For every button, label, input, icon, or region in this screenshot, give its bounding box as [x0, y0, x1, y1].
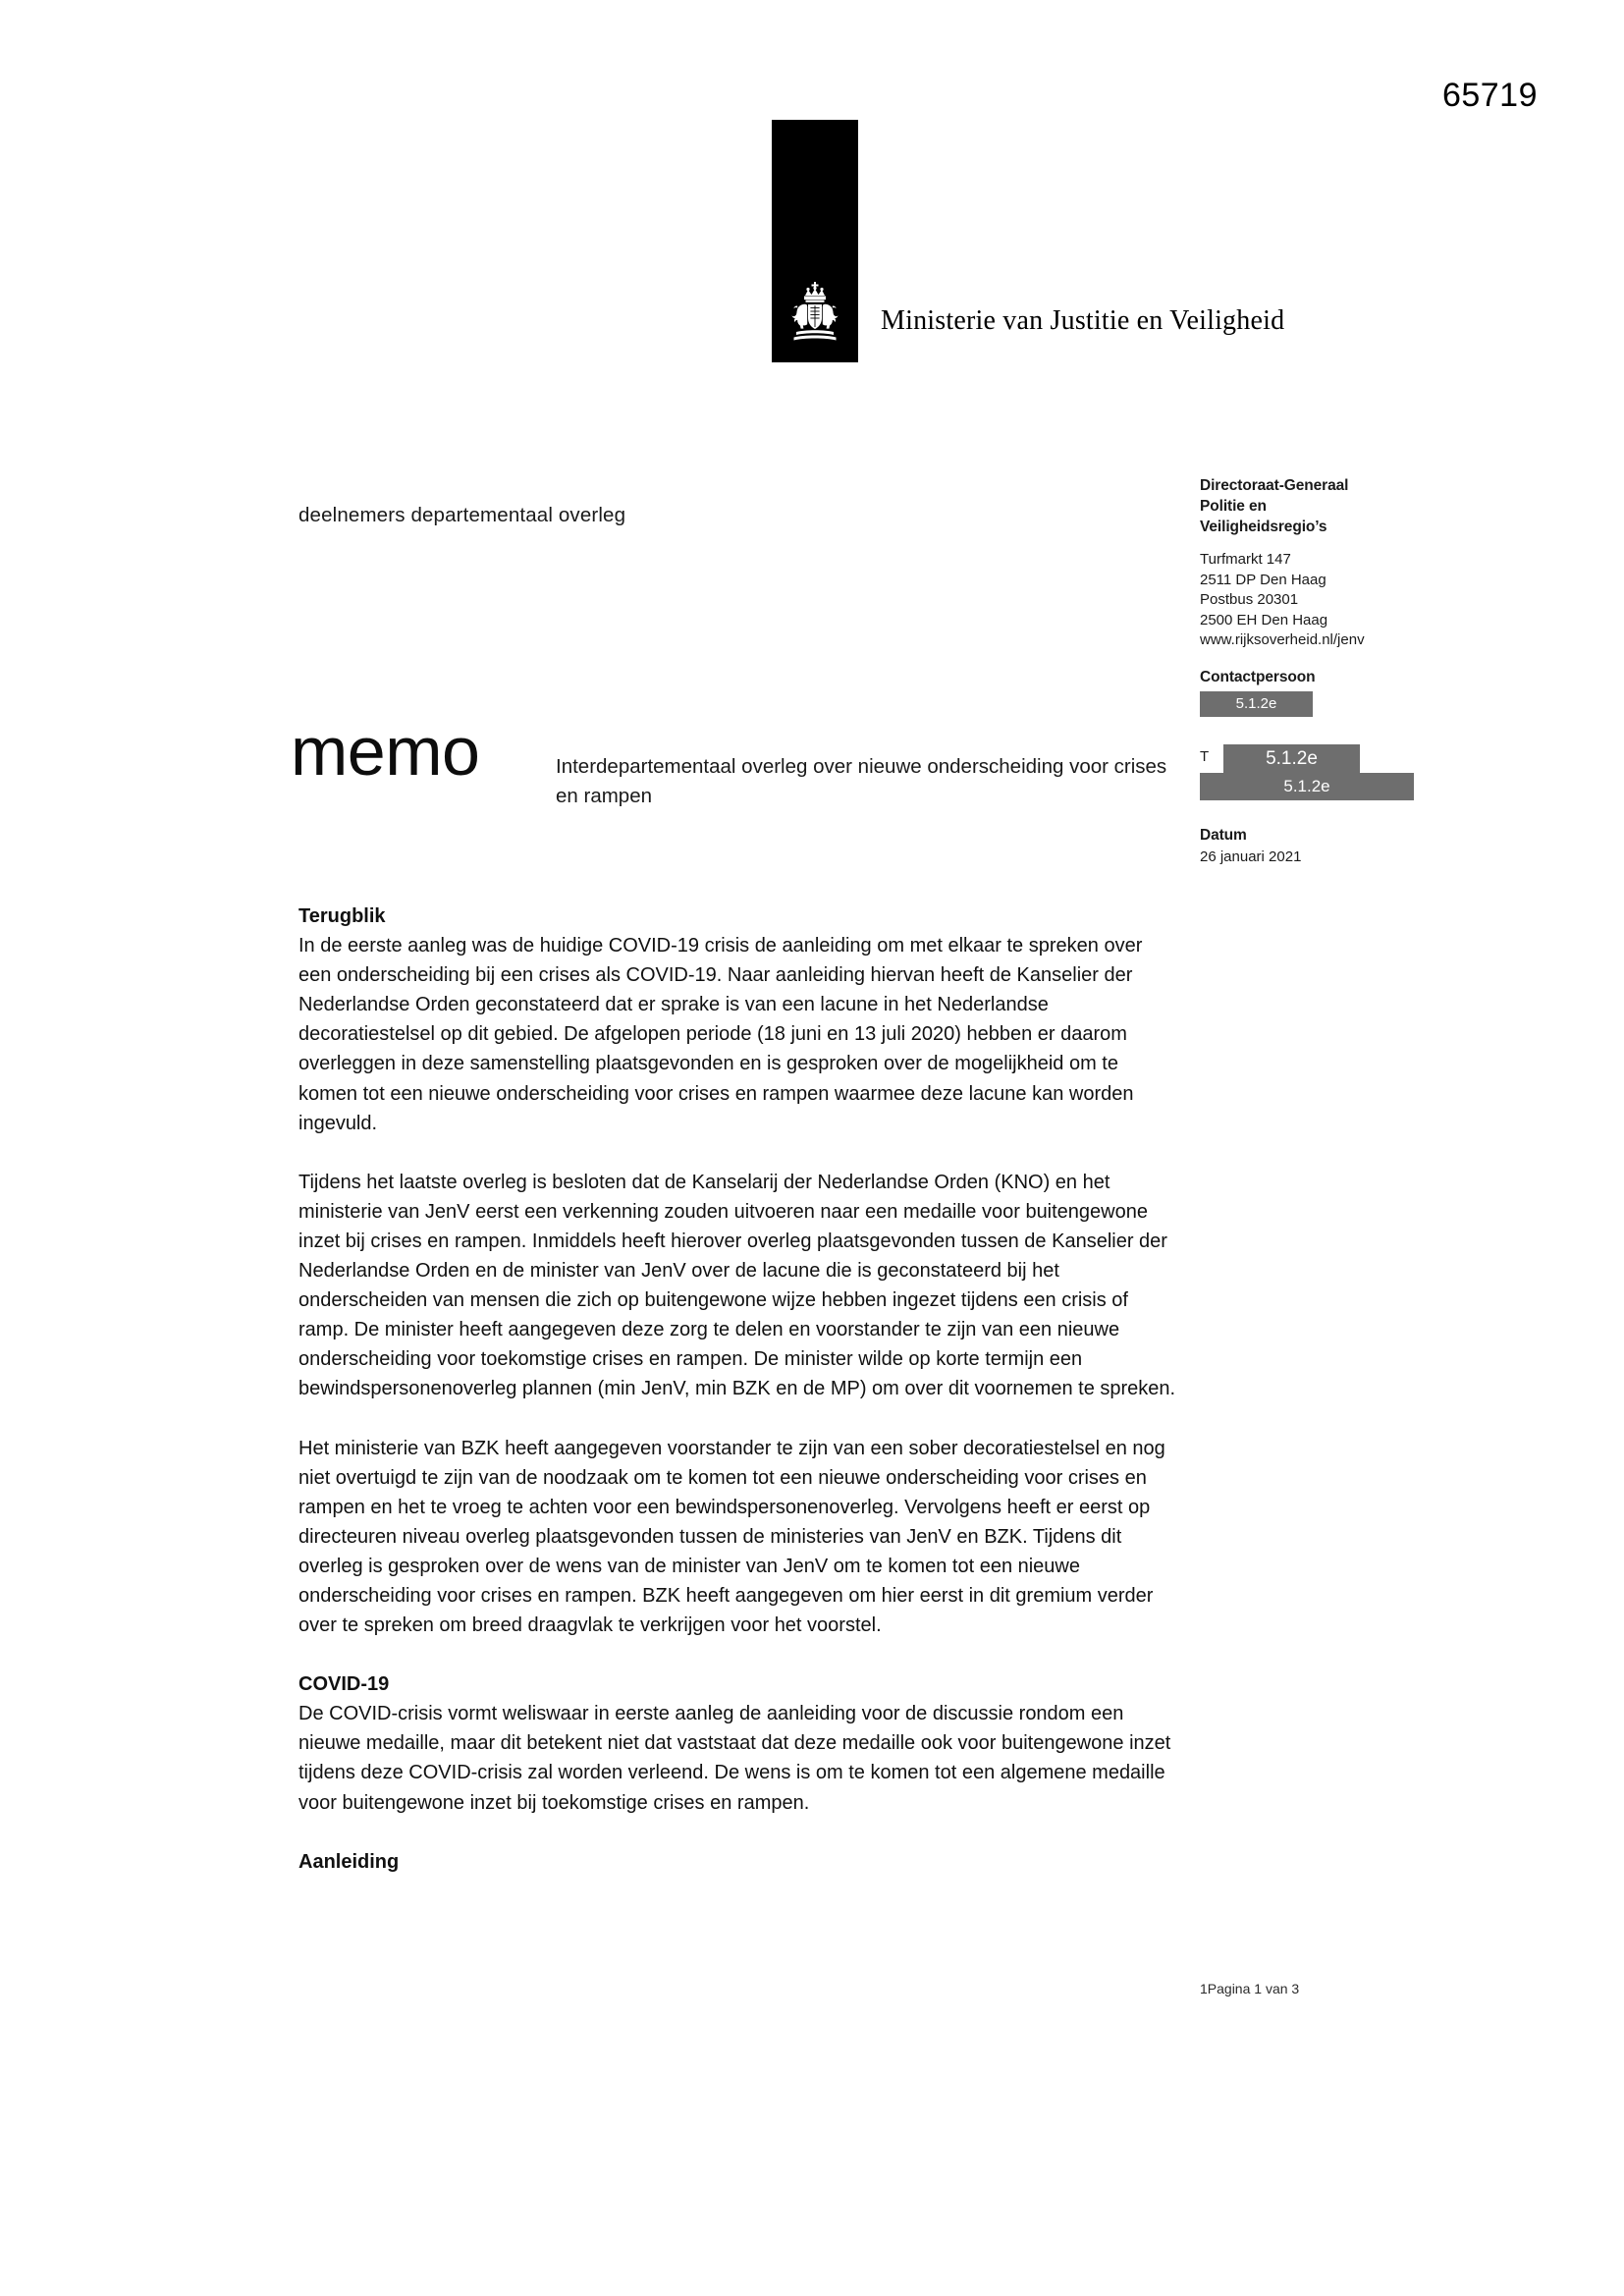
dutch-coat-of-arms-icon: [772, 120, 858, 362]
organisation-line-1: Directoraat-Generaal: [1200, 477, 1349, 494]
paragraph-spacer: [298, 1404, 1180, 1434]
redaction-bar-contactpersoon: 5.1.2e: [1200, 691, 1313, 717]
page-footer: 1Pagina 1 van 3: [1200, 1981, 1300, 1996]
document-number: 65719: [1441, 77, 1538, 114]
address-block: [1200, 550, 1465, 651]
paragraph-covid-1: De COVID-crisis vormt weliswaar in eerste aanleg de aanleiding voor de discussie rondom een nieuwe medaille, maar dit betekent niet dat vaststaat dat deze medaille ook voor buitengewone inzet tijdens deze COVID-crisis zal worden verleend. De wens is om te komen tot een algemene medaille voor buitengewone inzet bij toekomstige crises en rampen.: [298, 1703, 1171, 1814]
memo-title: memo: [291, 713, 480, 790]
meta-sidebar: [1200, 475, 1465, 867]
letterhead: [772, 120, 1284, 362]
address-line: Postbus 20301: [1200, 591, 1299, 608]
heading-aanleiding: Aanleiding: [298, 1850, 400, 1873]
paragraph-terugblik-1: In de eerste aanleg was de huidige COVID-19 crisis de aanleiding om met elkaar te spreken over een onderscheiding bij een crises als COVID-19. Naar aanleiding hiervan heeft de Kanselier der Nederlandse Orden geconstateerd dat er sprake is van een lacune in het Nederlandse decoratiestelsel op dit gebied. De afgelopen periode (18 juni en 13 juli 2020) hebben er daarom overleggen in deze samenstelling plaatsgevonden en is gesproken over de mogelijkheid om te komen tot een nieuwe onderscheiding voor crises en rampen waarmee deze lacune kan worden ingevuld.: [298, 935, 1143, 1134]
datum-block: [1200, 826, 1465, 867]
address-line: Turfmarkt 147: [1200, 551, 1291, 568]
redaction-bar-phone-secondary: 5.1.2e: [1200, 773, 1414, 800]
paragraph-spacer: [298, 1138, 1180, 1168]
organisation-line-3: Veiligheidsregio’s: [1200, 519, 1327, 535]
phone-row: [1200, 744, 1465, 800]
ministry-wordmark: Ministerie van Justitie en Veiligheid: [881, 305, 1285, 336]
paragraph-terugblik-3: Het ministerie van BZK heeft aangegeven voorstander te zijn van een sober decoratiestelsel en nog niet overtuigd te zijn van de noodzaak om te komen tot een nieuwe onderscheiding voor crises en rampen en het te vroeg te achten voor een bewindspersonenoverleg. Vervolgens heeft er eerst op directeuren niveau overleg plaatsgevonden tussen de ministeries van JenV en BZK. Tijdens dit overleg is gesproken over de wens van de minister van JenV om te komen tot een nieuwe onderscheiding voor crises en rampen. BZK heeft aangegeven om hier eerst in dit gremium verder over te spreken om breed draagvlak te verkrijgen voor het voorstel.: [298, 1437, 1165, 1637]
website-url[interactable]: www.rijksoverheid.nl/jenv: [1200, 631, 1365, 648]
phone-redaction-group: [1223, 744, 1414, 800]
phone-label: T: [1200, 748, 1210, 765]
paragraph-spacer: [298, 1818, 1180, 1847]
memo-subtitle: Interdepartementaal overleg over nieuwe onderscheiding voor crises en rampen: [556, 755, 1167, 807]
paragraph-terugblik-2: Tijdens het laatste overleg is besloten dat de Kanselarij der Nederlandse Orden (KNO) en het ministerie van JenV eerst een verkenning zouden uitvoeren naar een medaille voor buitengewone inzet bij crises en rampen. Inmiddels heeft hierover overleg plaatsgevonden tussen de Kanselier der Nederlandse Orden en de minister van JenV over de lacune die is geconstateerd bij het onderscheiden van mensen die zich op buitengewone wijze hebben ingezet tijdens een crisis of ramp. De minister heeft aangegeven deze zorg te delen en voorstander te zijn van een nieuwe onderscheiding voor toekomstige crises en rampen. De minister wilde op korte termijn een bewindspersonenoverleg plannen (min JenV, min BZK en de MP) om over dit voornemen te spreken.: [298, 1171, 1176, 1400]
heading-terugblik: Terugblik: [298, 905, 386, 927]
addressee-line: deelnemers departementaal overleg: [298, 504, 626, 526]
memo-body: [298, 902, 1180, 1877]
address-line: 2511 DP Den Haag: [1200, 571, 1326, 588]
contactpersoon-label: Contactpersoon: [1200, 668, 1316, 685]
heading-covid-19: COVID-19: [298, 1673, 390, 1696]
organisation-name: [1200, 475, 1465, 537]
paragraph-spacer: [298, 1640, 1180, 1669]
redaction-bar-phone-primary: 5.1.2e: [1223, 744, 1360, 773]
address-line: 2500 EH Den Haag: [1200, 611, 1328, 629]
datum-value: 26 januari 2021: [1200, 847, 1302, 865]
organisation-line-2: Politie en: [1200, 498, 1267, 515]
datum-label: Datum: [1200, 827, 1247, 844]
